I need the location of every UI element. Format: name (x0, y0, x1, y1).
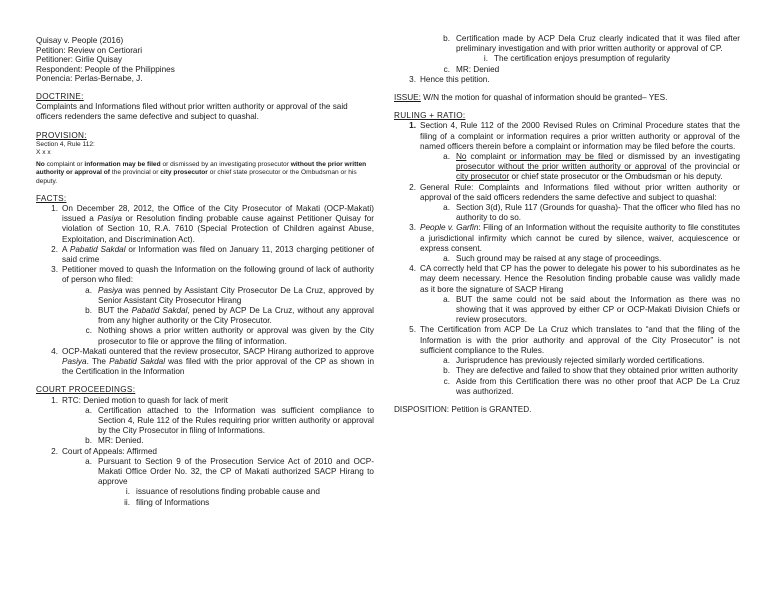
respondent-line: Respondent: People of the Philippines (36, 64, 175, 74)
list-item: i. issuance of resolutions finding probable cause and (125, 487, 320, 497)
list-item: 2. General Rule: Complaints and Informations filed without prior written authority or approval of the said officers redenders the same defective and subject to quashal: (409, 182, 740, 202)
petitioner-line: Petitioner: Girlie Quisay (36, 55, 123, 65)
facts-heading: FACTS: (36, 193, 67, 203)
doctrine-heading: DOCTRINE: (36, 91, 84, 101)
list-item: 4. CA correctly held that CP has the power to delegate his power to his subordinates as he may deem necessary. Hence the Resolution finding probable cause was validly made as it bore the signature of SACP Hirang (409, 264, 740, 294)
list-item: 1. Section 4, Rule 112 of the 2000 Revised Rules on Criminal Procedure states that the filing of a complaint or information requires a prior written authority or approval of the named officers therein before a complaint or information may be filed before the courts. (409, 121, 740, 151)
issue-line: ISSUE: W/N the motion for quashal of information should be granted– YES. (394, 93, 668, 103)
facts-list (36, 204, 374, 377)
list-item: c. MR: Denied (443, 64, 500, 74)
disposition-line: DISPOSITION: Petition is GRANTED. (394, 404, 532, 414)
doctrine-text: Complaints and Informations filed without prior written authority or approval of the said officers redenders the same defective and subject to quashal. (36, 102, 348, 122)
right-column (394, 34, 740, 415)
court-proceedings-continued (394, 34, 740, 85)
ponencia-line: Ponencia: Perlas-Bernabe, J. (36, 74, 143, 84)
list-item: ii. filing of Informations (124, 497, 210, 507)
case-title: Quisay v. People (2016) (36, 36, 124, 45)
petition-line: Petition: Review on Certiorari (36, 45, 143, 55)
list-item: a. Such ground may be raised at any stage of proceedings. (443, 254, 662, 264)
list-item: i. The certification enjoys presumption of regularity (483, 54, 671, 64)
list-item: a. Certification attached to the Information was sufficient compliance to Section 4, Rule 112 of the Rules requiring prior written authority or approval by the City Prosecutor in filing of Informations. (85, 405, 374, 436)
list-item: b. MR: Denied. (85, 436, 144, 446)
list-item: a. Pursuant to Section 9 of the Prosecution Service Act of 2010 and OCP-Makati Office Order No. 32, the CP of Makati authorized SACP Hirang to approve (85, 456, 374, 487)
list-item: c. Aside from this Certification there was no other proof that ACP De La Cruz was authorized. (443, 376, 740, 396)
provision-marks: X x x (36, 148, 51, 156)
ruling-heading: RULING + RATIO: (394, 111, 466, 121)
list-item: 2. Court of Appeals: Affirmed (51, 446, 157, 456)
left-column (36, 36, 374, 508)
list-item: a. Pasiya was penned by Assistant City Prosecutor De La Cruz, approved by Senior Assistant City Prosecutor Hirang (85, 285, 374, 305)
court-proceedings-heading: COURT PROCEEDINGS: (36, 385, 136, 395)
list-item: 4. OCP-Makati ountered that the review prosecutor, SACP Hirang authorized to approve Pasiya. The Pabatid Sakdal was filed with the prior approval of the CP as shown in the Certification in the Information (51, 346, 374, 377)
list-item: a. No complaint or information may be filed or dismissed by an investigating prosecutor without the prior written authority or approval of the provincial or city prosecutor or chief state prosecutor or the Ombudsman or his deputy. (443, 152, 741, 182)
provision-ref: Section 4, Rule 112: (36, 140, 95, 148)
court-proceedings-list (36, 396, 374, 508)
list-item: 2. A Pabatid Sakdal or Information was filed on January 11, 2013 charging petitioner of said crime (51, 244, 374, 265)
list-item: b. BUT the Pabatid Sakdal, pened by ACP De La Cruz, without any approval from any higher authority or the City Prosecutor. (85, 306, 374, 326)
list-item: b. Certification made by ACP Dela Cruz clearly indicated that it was filed after preliminary investigation and with prior written authority or approval of CP. (443, 34, 740, 54)
issue-label: ISSUE: (394, 93, 421, 103)
list-item: 5. The Certification from ACP De La Cruz which translates to “and that the filing of the Information is with the prior authority and approval of the City Prosecutor” is not sufficient compliance to the Rules. (409, 325, 740, 355)
list-item: 1. RTC: Denied motion to quash for lack of merit (51, 395, 228, 405)
ruling-list (394, 121, 740, 396)
list-item: a. BUT the same could not be said about the Information as there was no showing that it was approved by either CP or OCP-Makati Division Chiefs or review prosecutors. (443, 294, 740, 325)
list-item: 3. Hence this petition. (409, 74, 490, 84)
list-item: 3. People v. Garfin: Filing of an Information without the requisite authority to file constitutes a jurisdictional infirmity which cannot be cured by silence, waiver, acquiescence or express consent. (409, 223, 740, 253)
list-item: 3. Petitioner moved to quash the Information on the following ground of lack of authority of person who filed: (51, 265, 374, 285)
list-item: a. Section 3(d), Rule 117 (Grounds for quasha)- That the officer who filed has no authority to do so. (443, 203, 740, 223)
list-item: b. They are defective and failed to show that they obtained prior written authority (443, 366, 738, 376)
case-header (36, 36, 374, 84)
provision-text: No complaint or information may be filed or dismissed by an investigating prosecutor without the prior written authority or approval of the provincial or city prosecutor or chief state prosecutor or the Ombudsman or his deputy. (36, 161, 367, 185)
list-item: 1. On December 28, 2012, the Office of the City Prosecutor of Makati (OCP-Makati) issued a Pasiya or Resolution finding probable cause against Petitioner Quisay for violation of Section 10, R.A. 7610 (Special Protection of Children against Abuse, Exploitation, and Discrimination Act). (51, 204, 374, 244)
list-item: c. Nothing shows a prior written authority or approval was given by the City prosecutor to file or approve the filing of information. (85, 326, 374, 346)
provision-heading: PROVISION: (36, 130, 87, 140)
list-item: a. Jurisprudence has previously rejected similarly worded certifications. (443, 356, 705, 366)
